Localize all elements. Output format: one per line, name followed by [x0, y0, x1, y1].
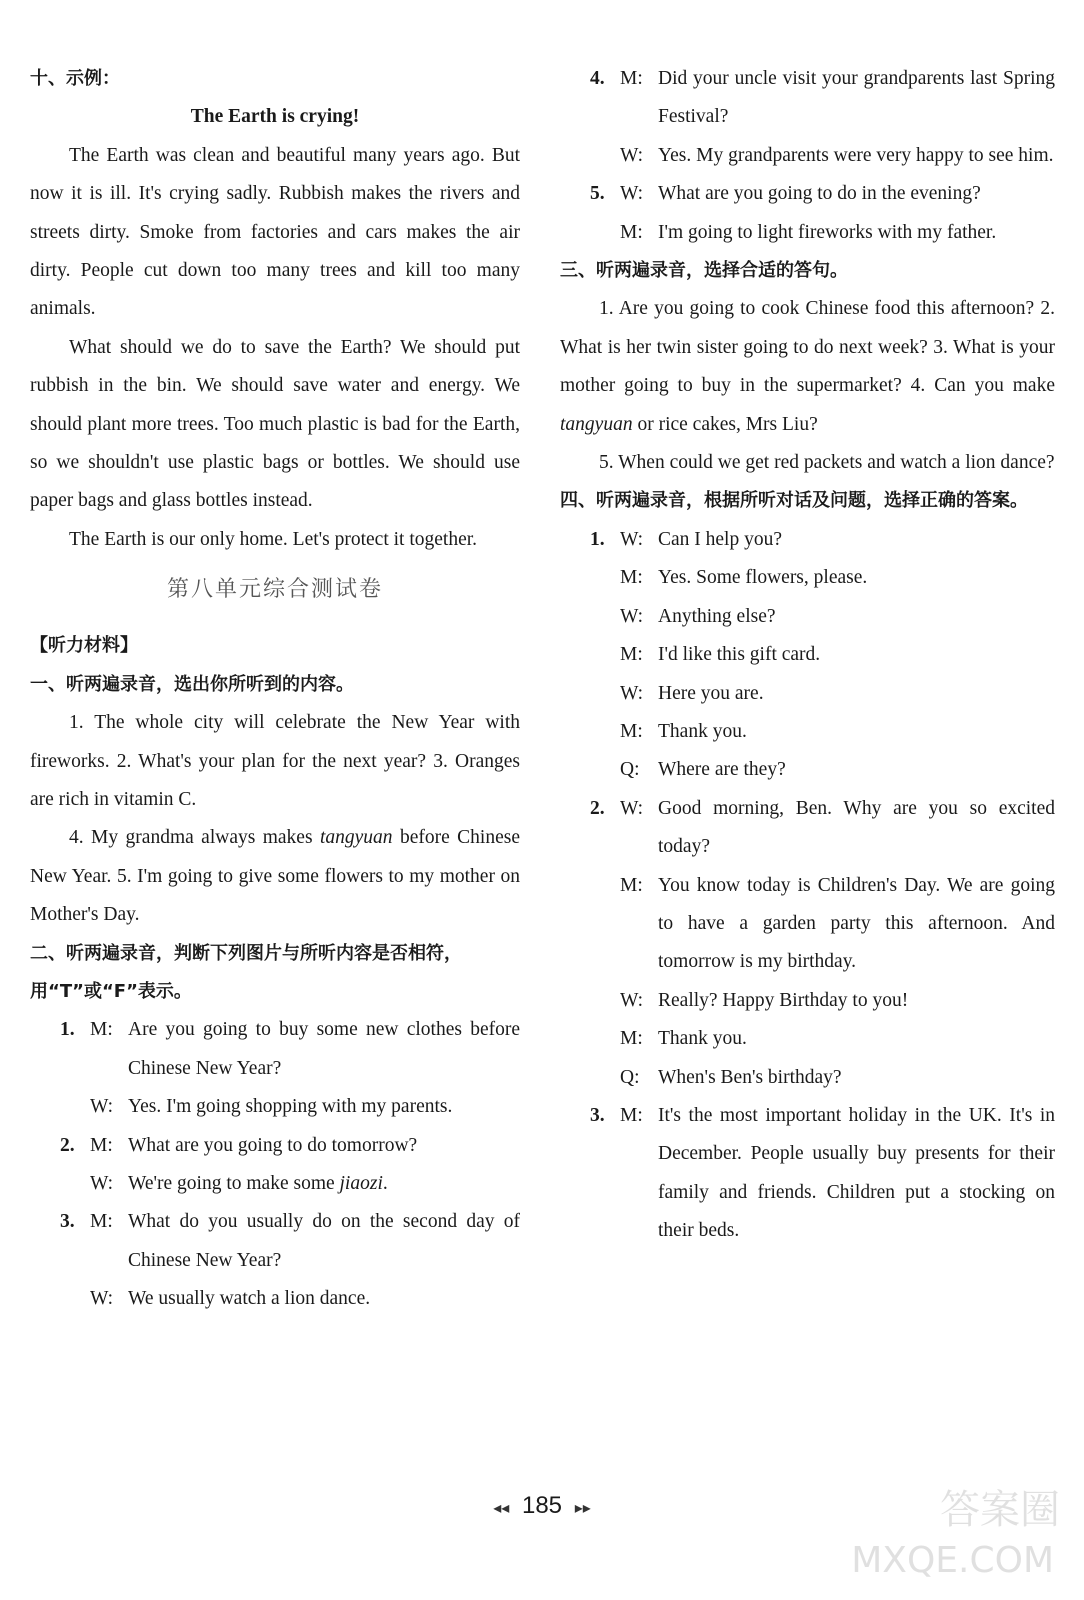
dialogue-2-4-line-m: 4. M: Did your uncle visit your grandparents last Spring Festival? — [590, 68, 1055, 128]
section-2-heading: 二、听两遍录音，判断下列图片与所听内容是否相符，用“T”或“F”表示。 — [30, 942, 462, 1002]
essay-paragraph-2: What should we do to save the Earth? We should put rubbish in the bin. We should save water and energy. We should plant more trees. Too much plastic is bad for the Earth, so we shouldn't use plastic bags or bottles. We should use paper bags and glass bottles instead. — [30, 336, 520, 512]
dialogue-2-4-line-w: W: Yes. My grandparents were very happy to see him. — [620, 144, 1054, 166]
dialogue-4-1-line: M: I'd like this gift card. — [620, 644, 821, 666]
section-1-items-a: 1. The whole city will celebrate the New Year with fireworks. 2. What's your plan for the next year? 3. Oranges are rich in vitamin C. — [30, 712, 520, 810]
dialogue-2-5-line-w: 5. W: What are you going to do in the evening? — [590, 183, 981, 205]
dialogue-4-1-line: W: Here you are. — [620, 682, 764, 704]
dialogue-4-3-line-m: 3. M: It's the most important holiday in the UK. It's in December. People usually buy presents for their family and friends. Children put a stocking on their beds. — [590, 1104, 1055, 1242]
section-1-heading: 一、听两遍录音，选出你所听到的内容。 — [30, 673, 354, 695]
dialogue-4-2-line: 2. W: Good morning, Ben. Why are you so excited today? — [590, 797, 1055, 858]
section-3-heading: 三、听两遍录音，选择合适的答句。 — [560, 260, 848, 282]
dialogue-4-1 — [560, 521, 1055, 790]
section-3-items-b: 5. When could we get red packets and watch a lion dance? — [599, 452, 1055, 474]
prev-arrows-icon: ◂◂ — [493, 1500, 510, 1517]
dialogue-4-2-line: Q: When's Ben's birthday? — [620, 1066, 842, 1088]
watermark-url: MXQE.COM — [851, 1540, 1054, 1581]
dialogue-2-2-line-m: 2. M: What are you going to do tomorrow? — [60, 1134, 418, 1156]
dialogue-2-2-line-w: W: We're going to make some jiaozi. — [90, 1172, 388, 1194]
section-4-heading: 四、听两遍录音，根据所听对话及问题，选择正确的答案。 — [560, 490, 1028, 512]
dialogue-2-5-line-m: M: I'm going to light fireworks with my father. — [620, 221, 997, 243]
dialogue-4-2-line: M: Thank you. — [620, 1028, 747, 1050]
dialogue-4-1-line: M: Yes. Some flowers, please. — [620, 567, 868, 589]
dialogue-4-2 — [560, 790, 1055, 1097]
left-column — [30, 60, 520, 1319]
right-column — [560, 60, 1055, 1251]
dialogue-2-1-line-m: 1. M: Are you going to buy some new clothes before Chinese New Year? — [60, 1019, 520, 1079]
dialogue-4-2-line: W: Really? Happy Birthday to you! — [620, 989, 909, 1011]
dialogue-4-1-line: M: Thank you. — [620, 720, 747, 742]
dialogue-2-3-line-w: W: We usually watch a lion dance. — [90, 1288, 371, 1310]
dialogue-4-1-line: Q: Where are they? — [620, 759, 786, 781]
essay-paragraph-3: The Earth is our only home. Let's protect it together. — [69, 528, 478, 550]
section-1-items-b: 4. My grandma always makes tangyuan before Chinese New Year. 5. I'm going to give some flowers to my mother on Mother's Day. — [30, 827, 520, 926]
dialogue-2-3-line-m: 3. M: What do you usually do on the second day of Chinese New Year? — [60, 1211, 520, 1271]
section-10-heading: 十、示例： — [30, 68, 120, 89]
page-number: 185 — [521, 1492, 563, 1519]
listening-materials-label: 【听力材料】 — [30, 635, 138, 657]
essay-paragraph-1: The Earth was clean and beautiful many years ago. But now it is ill. It's crying sadly. Rubbish makes the rivers and streets dirty. Smoke from factories and cars makes the air dirty. People cut down too many trees and kill too many animals. — [30, 144, 520, 320]
section-3-items-a: 1. Are you going to cook Chinese food this afternoon? 2. What is her twin sister going to do next week? 3. What is your mother going to buy in the supermarket? 4. Can you make tangyuan or rice cakes, Mrs Liu? — [560, 298, 1055, 435]
unit-title: 第八单元综合测试卷 — [166, 577, 383, 603]
watermark-logo: 答案圈 — [940, 1487, 1060, 1533]
next-arrows-icon: ▸▸ — [574, 1500, 591, 1517]
dialogue-4-2-line: M: You know today is Children's Day. We are going to have a garden party this afternoon. And tomorrow is my birthday. — [620, 874, 1055, 973]
essay-title: The Earth is crying! — [190, 106, 360, 128]
dialogue-2-1-line-w: W: Yes. I'm going shopping with my parents. — [90, 1096, 453, 1118]
page-footer — [0, 1492, 1084, 1520]
dialogue-4-1-line: 1. W: Can I help you? — [590, 528, 783, 550]
dialogue-4-1-line: W: Anything else? — [620, 605, 776, 627]
